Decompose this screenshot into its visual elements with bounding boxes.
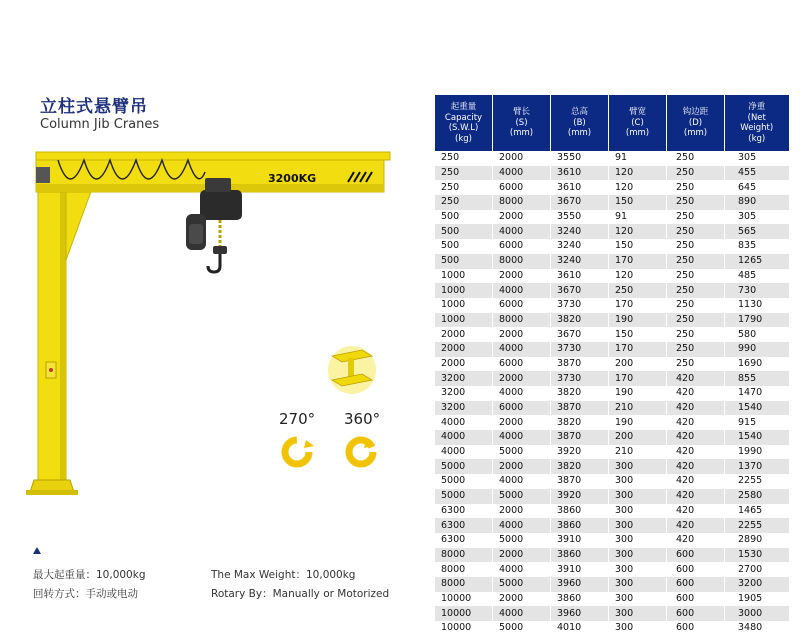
table-cell: 2000: [435, 357, 493, 372]
table-cell: 300: [609, 474, 667, 489]
table-cell: 4010: [551, 621, 609, 636]
table-row: [435, 459, 789, 474]
table-cell: 3200: [435, 386, 493, 401]
table-cell: 2000: [493, 371, 551, 386]
table-cell: 300: [609, 592, 667, 607]
table-cell: 6000: [493, 239, 551, 254]
table-cell: 2000: [493, 592, 551, 607]
table-cell: 600: [667, 592, 725, 607]
max-weight-cn: 最大起重量：10,000kg: [33, 569, 146, 581]
table-cell: 250: [667, 313, 725, 328]
table-row: [435, 283, 789, 298]
table-row: [435, 254, 789, 269]
table-cell: 890: [725, 195, 789, 210]
table-row: [435, 401, 789, 416]
table-cell: 2000: [493, 415, 551, 430]
table-cell: 5000: [493, 577, 551, 592]
column-header: [609, 95, 667, 151]
column-header-line: (B): [573, 117, 586, 128]
column-header-line: (mm): [683, 128, 708, 139]
table-cell: 600: [667, 577, 725, 592]
table-cell: 1130: [725, 298, 789, 313]
table-header-row: [435, 95, 789, 151]
table-cell: 420: [667, 445, 725, 460]
table-cell: 250: [667, 151, 725, 166]
table-cell: 3670: [551, 195, 609, 210]
table-cell: 1790: [725, 313, 789, 328]
rotation-270-label: 270°: [279, 410, 316, 428]
table-cell: 6300: [435, 504, 493, 519]
table-cell: 3960: [551, 606, 609, 621]
table-cell: 1540: [725, 401, 789, 416]
column-header-line: (S.W.L): [448, 123, 479, 133]
table-row: [435, 533, 789, 548]
table-cell: 4000: [493, 283, 551, 298]
table-cell: 300: [609, 562, 667, 577]
electric-hoist: [200, 190, 242, 220]
table-cell: 5000: [435, 474, 493, 489]
table-cell: 3670: [551, 327, 609, 342]
table-cell: 3730: [551, 342, 609, 357]
table-cell: 600: [667, 548, 725, 563]
table-cell: 500: [435, 210, 493, 225]
column-header-line: 总高: [570, 107, 588, 118]
table-cell: 250: [667, 357, 725, 372]
table-cell: 1465: [725, 504, 789, 519]
table-cell: 2700: [725, 562, 789, 577]
table-cell: 3860: [551, 518, 609, 533]
table-cell: 150: [609, 327, 667, 342]
table-cell: 6000: [493, 401, 551, 416]
table-cell: 4000: [493, 430, 551, 445]
table-cell: 5000: [493, 445, 551, 460]
table-cell: 4000: [493, 166, 551, 181]
column-header-line: (kg): [455, 133, 472, 144]
table-cell: 250: [667, 180, 725, 195]
table-cell: 150: [609, 239, 667, 254]
table-row: [435, 195, 789, 210]
table-cell: 3820: [551, 415, 609, 430]
column-header-line: 臂长: [512, 107, 530, 118]
table-cell: 3200: [435, 371, 493, 386]
table-cell: 1265: [725, 254, 789, 269]
table-cell: 3960: [551, 577, 609, 592]
table-cell: 500: [435, 254, 493, 269]
table-cell: 305: [725, 210, 789, 225]
column-header-line: (S): [515, 117, 528, 128]
table-cell: 210: [609, 445, 667, 460]
table-cell: 170: [609, 371, 667, 386]
column-header-line: Capacity: [444, 112, 483, 123]
table-cell: 300: [609, 621, 667, 636]
table-cell: 250: [667, 195, 725, 210]
table-cell: 250: [667, 166, 725, 181]
table-cell: 8000: [493, 195, 551, 210]
table-cell: 3870: [551, 474, 609, 489]
table-cell: 6000: [493, 180, 551, 195]
column-header-line: 钩边距: [682, 107, 709, 118]
table-cell: 1905: [725, 592, 789, 607]
table-cell: 8000: [435, 577, 493, 592]
table-cell: 300: [609, 518, 667, 533]
i-beam-icon: [328, 346, 376, 394]
table-cell: 250: [435, 151, 493, 166]
column-header-line: (Net: [747, 112, 766, 123]
table-cell: 420: [667, 386, 725, 401]
table-cell: 3910: [551, 533, 609, 548]
table-cell: 485: [725, 269, 789, 284]
page-title-en: Column Jib Cranes: [40, 117, 160, 132]
table-row: [435, 269, 789, 284]
table-cell: 500: [435, 224, 493, 239]
table-cell: 3610: [551, 269, 609, 284]
table-row: [435, 489, 789, 504]
rotation-360-icon: [349, 440, 374, 464]
table-cell: 4000: [493, 606, 551, 621]
table-row: [435, 621, 789, 636]
rotation-360-label: 360°: [344, 410, 381, 428]
column-header-line: (mm): [509, 128, 534, 139]
table-cell: 4000: [493, 562, 551, 577]
triangle-marker-icon: [33, 547, 41, 554]
column-header-line: 净重: [748, 102, 766, 112]
table-cell: 420: [667, 533, 725, 548]
table-cell: 420: [667, 474, 725, 489]
table-row: [435, 562, 789, 577]
table-cell: 10000: [435, 621, 493, 636]
table-cell: 250: [667, 239, 725, 254]
table-cell: 3200: [725, 577, 789, 592]
table-row: [435, 313, 789, 328]
table-cell: 2000: [493, 269, 551, 284]
table-cell: 190: [609, 415, 667, 430]
table-cell: 3240: [551, 239, 609, 254]
table-cell: 250: [667, 283, 725, 298]
max-weight-en: The Max Weight：10,000kg: [211, 569, 356, 581]
table-cell: 3240: [551, 254, 609, 269]
table-cell: 3550: [551, 151, 609, 166]
table-row: [435, 180, 789, 195]
table-cell: 2000: [493, 459, 551, 474]
table-cell: 5000: [493, 533, 551, 548]
table-cell: 565: [725, 224, 789, 239]
table-cell: 120: [609, 180, 667, 195]
column-header: [725, 95, 789, 151]
table-cell: 1370: [725, 459, 789, 474]
spec-table: [434, 95, 789, 636]
table-cell: 120: [609, 269, 667, 284]
table-cell: 1000: [435, 313, 493, 328]
table-cell: 250: [667, 224, 725, 239]
table-cell: 2000: [435, 342, 493, 357]
table-cell: 2000: [493, 151, 551, 166]
table-cell: 600: [667, 621, 725, 636]
table-cell: 420: [667, 518, 725, 533]
table-cell: 420: [667, 459, 725, 474]
table-cell: 835: [725, 239, 789, 254]
column-header: [667, 95, 725, 151]
table-cell: 3240: [551, 224, 609, 239]
table-cell: 250: [667, 342, 725, 357]
table-cell: 1000: [435, 269, 493, 284]
table-cell: 6300: [435, 533, 493, 548]
column-header: [551, 95, 609, 151]
table-cell: 5000: [493, 489, 551, 504]
table-cell: 120: [609, 224, 667, 239]
table-row: [435, 445, 789, 460]
column-header-line: Weight): [740, 123, 774, 133]
table-cell: 250: [667, 254, 725, 269]
table-body: [435, 151, 789, 636]
table-row: [435, 606, 789, 621]
rotary-cn: 回转方式：手动或电动: [33, 588, 138, 600]
table-cell: 6000: [493, 298, 551, 313]
table-row: [435, 151, 789, 166]
table-row: [435, 224, 789, 239]
table-cell: 300: [609, 606, 667, 621]
table-row: [435, 371, 789, 386]
rotary-en: Rotary By：Manually or Motorized: [211, 588, 390, 600]
table-cell: 500: [435, 239, 493, 254]
table-row: [435, 504, 789, 519]
table-cell: 1530: [725, 548, 789, 563]
table-cell: 3550: [551, 210, 609, 225]
table-cell: 8000: [435, 548, 493, 563]
table-cell: 2000: [493, 210, 551, 225]
table-row: [435, 386, 789, 401]
table-cell: 170: [609, 298, 667, 313]
column-header: [493, 95, 551, 151]
table-row: [435, 357, 789, 372]
table-cell: 250: [667, 269, 725, 284]
table-cell: 1000: [435, 283, 493, 298]
table-row: [435, 577, 789, 592]
table-cell: 3000: [725, 606, 789, 621]
table-cell: 300: [609, 533, 667, 548]
column-header-line: (kg): [748, 133, 766, 144]
table-cell: 6000: [493, 357, 551, 372]
table-cell: 3670: [551, 283, 609, 298]
table-cell: 3480: [725, 621, 789, 636]
table-cell: 600: [667, 606, 725, 621]
table-cell: 210: [609, 401, 667, 416]
table-cell: 300: [609, 548, 667, 563]
table-cell: 250: [435, 195, 493, 210]
table-cell: 3610: [551, 166, 609, 181]
table-row: [435, 210, 789, 225]
table-cell: 3820: [551, 313, 609, 328]
table-cell: 990: [725, 342, 789, 357]
table-cell: 1470: [725, 386, 789, 401]
table-cell: 3870: [551, 401, 609, 416]
table-cell: 3610: [551, 180, 609, 195]
table-cell: 150: [609, 195, 667, 210]
table-cell: 3730: [551, 371, 609, 386]
table-row: [435, 166, 789, 181]
table-cell: 855: [725, 371, 789, 386]
table-cell: 250: [667, 327, 725, 342]
table-cell: 10000: [435, 606, 493, 621]
table-cell: 250: [609, 283, 667, 298]
table-row: [435, 415, 789, 430]
table-cell: 300: [609, 459, 667, 474]
crane-brace: [66, 186, 93, 260]
table-cell: 580: [725, 327, 789, 342]
table-cell: 2255: [725, 518, 789, 533]
table-cell: 4000: [493, 342, 551, 357]
table-cell: 730: [725, 283, 789, 298]
table-cell: 250: [667, 298, 725, 313]
column-header: [435, 95, 493, 151]
table-cell: 2000: [493, 548, 551, 563]
table-cell: 5000: [435, 459, 493, 474]
table-cell: 250: [435, 166, 493, 181]
table-cell: 1540: [725, 430, 789, 445]
table-cell: 3870: [551, 430, 609, 445]
table-cell: 455: [725, 166, 789, 181]
table-cell: 1000: [435, 298, 493, 313]
table-cell: 420: [667, 489, 725, 504]
table-cell: 4000: [435, 445, 493, 460]
table-cell: 4000: [493, 518, 551, 533]
table-cell: 8000: [493, 254, 551, 269]
arm-capacity-label: 3200KG: [268, 172, 317, 185]
table-cell: 420: [667, 401, 725, 416]
table-row: [435, 518, 789, 533]
table-cell: 5000: [493, 621, 551, 636]
table-cell: 4000: [435, 415, 493, 430]
table-cell: 3820: [551, 459, 609, 474]
table-cell: 200: [609, 357, 667, 372]
table-cell: 3920: [551, 445, 609, 460]
table-cell: 3910: [551, 562, 609, 577]
page-title-cn: 立柱式悬臂吊: [40, 97, 148, 117]
table-cell: 305: [725, 151, 789, 166]
table-cell: 2255: [725, 474, 789, 489]
table-cell: 3200: [435, 401, 493, 416]
column-header-line: (D): [688, 117, 703, 128]
table-cell: 190: [609, 313, 667, 328]
table-cell: 4000: [435, 430, 493, 445]
table-cell: 170: [609, 254, 667, 269]
table-cell: 3860: [551, 504, 609, 519]
table-cell: 120: [609, 166, 667, 181]
column-header-line: (C): [631, 117, 644, 128]
jib-crane-illustration: [0, 140, 430, 510]
table-row: [435, 430, 789, 445]
table-cell: 3920: [551, 489, 609, 504]
table-cell: 420: [667, 430, 725, 445]
table-cell: 1690: [725, 357, 789, 372]
column-header-line: 臂宽: [628, 107, 646, 118]
table-cell: 2000: [435, 327, 493, 342]
table-cell: 2580: [725, 489, 789, 504]
table-cell: 190: [609, 386, 667, 401]
table-cell: 2890: [725, 533, 789, 548]
table-cell: 420: [667, 371, 725, 386]
table-cell: 600: [667, 562, 725, 577]
table-cell: 3870: [551, 357, 609, 372]
table-cell: 4000: [493, 474, 551, 489]
table-row: [435, 474, 789, 489]
table-row: [435, 298, 789, 313]
hook: [208, 254, 220, 272]
table-cell: 3820: [551, 386, 609, 401]
table-cell: 4000: [493, 224, 551, 239]
table-cell: 200: [609, 430, 667, 445]
table-row: [435, 548, 789, 563]
table-cell: 8000: [493, 313, 551, 328]
table-row: [435, 327, 789, 342]
table-cell: 645: [725, 180, 789, 195]
table-cell: 4000: [493, 386, 551, 401]
table-cell: 420: [667, 415, 725, 430]
table-cell: 8000: [435, 562, 493, 577]
table-cell: 420: [667, 504, 725, 519]
rotation-270-icon: [285, 440, 314, 464]
table-cell: 300: [609, 504, 667, 519]
table-cell: 250: [435, 180, 493, 195]
table-cell: 5000: [435, 489, 493, 504]
table-row: [435, 592, 789, 607]
table-cell: 1990: [725, 445, 789, 460]
table-cell: 91: [609, 151, 667, 166]
table-cell: 3860: [551, 548, 609, 563]
table-cell: 3730: [551, 298, 609, 313]
table-cell: 6300: [435, 518, 493, 533]
table-cell: 10000: [435, 592, 493, 607]
table-cell: 915: [725, 415, 789, 430]
table-cell: 300: [609, 489, 667, 504]
table-row: [435, 342, 789, 357]
table-row: [435, 239, 789, 254]
table-cell: 91: [609, 210, 667, 225]
column-header-line: (mm): [625, 128, 650, 139]
table-cell: 2000: [493, 504, 551, 519]
table-cell: 300: [609, 577, 667, 592]
table-cell: 3860: [551, 592, 609, 607]
table-cell: 2000: [493, 327, 551, 342]
table-cell: 170: [609, 342, 667, 357]
column-header-line: (mm): [567, 128, 592, 139]
column-header-line: 起重量: [450, 102, 477, 112]
table-cell: 250: [667, 210, 725, 225]
